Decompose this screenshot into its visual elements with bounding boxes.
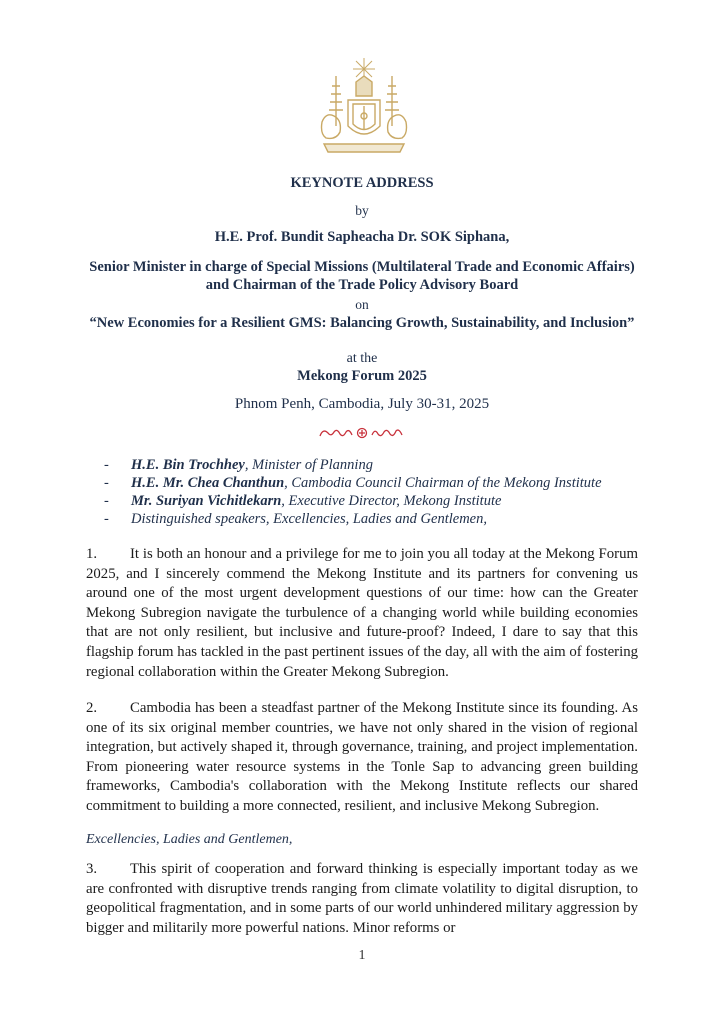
greeting-title: Distinguished speakers, Excellencies, Ladies and Gentlemen,	[131, 511, 487, 527]
by-label: by	[355, 203, 369, 218]
royal-coat-of-arms-icon	[312, 56, 416, 160]
paragraph-text: It is both an honour and a privilege for me to join you all today at the Mekong Forum 2025, and I sincerely commend the Mekong Institute and its partners for convening us around one of the most urgent development questions of our time: how can the Greater Mekong Subregion navigate the turbulence of a changing world while building economies that are not only resilient, but inclusive and future-proof? Indeed, I dare to say that this flagship forum has tackled in the past pertinent issues of the day, all with the aim of fostering regional collaboration within the Greater Mekong Subregion.	[86, 546, 638, 680]
salutation: Excellencies, Ladies and Gentlemen,	[86, 832, 293, 847]
speaker-name: H.E. Prof. Bundit Sapheacha Dr. SOK Siphana,	[214, 229, 510, 245]
khmer-ornament-divider-icon	[298, 426, 426, 440]
greeting-title: , Cambodia Council Chairman of the Mekong Institute	[284, 475, 602, 491]
paragraph-2	[86, 699, 638, 817]
speech-title: “New Economies for a Resilient GMS: Balancing Growth, Sustainability, and Inclusion”	[89, 315, 635, 331]
page-number: 1	[358, 948, 366, 963]
on-label: on	[355, 297, 369, 312]
speaker-role: Senior Minister in charge of Special Missions (Multilateral Trade and Economic Affairs) and Chairman of the Trade Policy Advisory Board	[89, 259, 635, 293]
paragraph-text: Cambodia has been a steadfast partner of the Mekong Institute since its founding. As one of its six original member countries, we have not only shared in the vision of regional integration, but actively shaped it, through governance, training, and project implementation. From pioneering water resource systems in the Tonle Sap to advancing green building frameworks, Cambodia's collaboration with the Mekong Institute reflects our shared commitment to building a more connected, resilient, and inclusive Mekong Subregion.	[86, 700, 638, 814]
paragraph-3	[86, 860, 638, 938]
greeting-title: , Minister of Planning	[244, 457, 373, 473]
greeting-name: Mr. Suriyan Vichitlekarn	[131, 493, 282, 509]
paragraph-number: 3.	[86, 861, 98, 877]
greeting-item: - H.E. Bin Trochhey, Minister of Planning	[104, 457, 373, 473]
greeting-name: H.E. Bin Trochhey	[131, 457, 245, 473]
greeting-item: - Mr. Suriyan Vichitlekarn, Executive Director, Mekong Institute	[104, 493, 502, 509]
location-date: Phnom Penh, Cambodia, July 30-31, 2025	[234, 396, 490, 412]
greeting-name: H.E. Mr. Chea Chanthun	[131, 475, 285, 491]
greeting-item: - H.E. Mr. Chea Chanthun, Cambodia Council Chairman of the Mekong Institute	[104, 475, 602, 491]
event-name: Mekong Forum 2025	[297, 368, 427, 384]
document-title: KEYNOTE ADDRESS	[290, 175, 434, 191]
paragraph-number: 2.	[86, 700, 98, 716]
paragraph-1	[86, 545, 638, 682]
greeting-item: - Distinguished speakers, Excellencies, Ladies and Gentlemen,	[104, 511, 487, 527]
at-label: at the	[346, 351, 378, 366]
paragraph-number: 1.	[86, 546, 98, 562]
greeting-title: , Executive Director, Mekong Institute	[281, 493, 502, 509]
greetings-list	[104, 456, 644, 528]
paragraph-text: This spirit of cooperation and forward thinking is especially important today as we are confronted with disruptive trends ranging from climate volatility to digital disruption, to geopolitical fragmentation, and in some parts of our world unhindered military aggression by bigger and militarily more powerful nations. Minor reforms or	[86, 861, 638, 936]
